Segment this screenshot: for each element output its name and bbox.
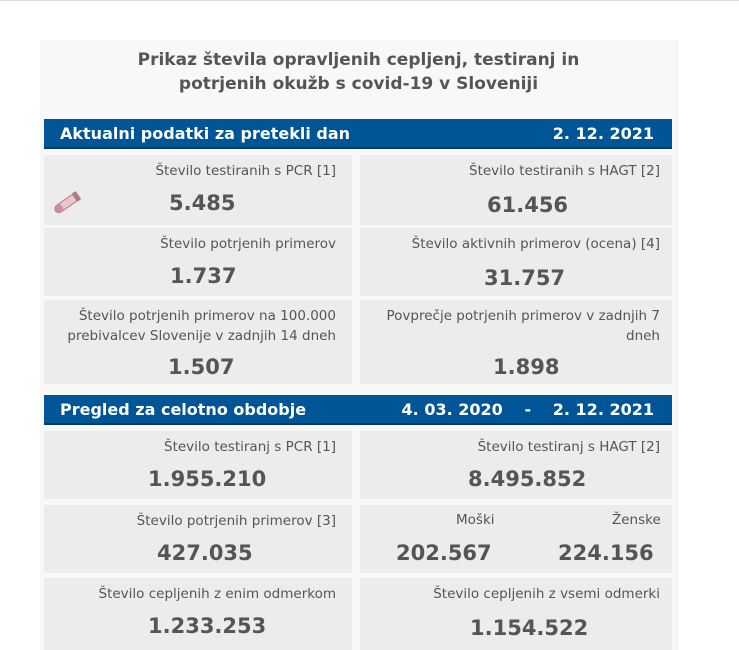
- total-vacc1-value: 1.233.253: [148, 614, 267, 638]
- total-female-value: 224.156: [558, 541, 654, 565]
- total-vacc1-label: Število cepljenih z enim odmerkom: [98, 586, 336, 602]
- daily-active-card: [360, 228, 672, 296]
- total-date-to: 2. 12. 2021: [552, 399, 654, 419]
- daily-hagt-card: [360, 155, 672, 225]
- total-vaccall-label: Število cepljenih z vsemi odmerki: [433, 586, 660, 602]
- daily-avg7-label-1: Povprečje potrjenih primerov v zadnjih 7: [386, 308, 660, 324]
- daily-per100k-label-1: Število potrjenih primerov na 100.000: [78, 308, 336, 324]
- daily-per100k-label-2: prebivalcev Slovenije v zadnjih 14 dneh: [67, 328, 336, 344]
- total-hagt-card: [360, 431, 672, 499]
- total-vaccall-value: 1.154.522: [470, 616, 589, 640]
- daily-hagt-label: Število testiranih s HAGT [2]: [469, 163, 660, 179]
- daily-pcr-value: 5.485: [169, 191, 236, 215]
- total-hagt-label: Število testiranj s HAGT [2]: [477, 439, 660, 455]
- daily-header-date: 2. 12. 2021: [552, 123, 654, 143]
- daily-pcr-label: Število testiranih s PCR [1]: [155, 163, 336, 179]
- total-confirmed-card: [44, 505, 352, 573]
- daily-confirmed-value: 1.737: [170, 264, 237, 288]
- total-date-range: [402, 400, 654, 419]
- total-gender-card: [360, 505, 672, 573]
- top-divider: [0, 0, 739, 1]
- daily-pcr-card: [44, 155, 352, 225]
- test-tube-icon: [50, 188, 84, 222]
- total-male-label: Moški: [456, 512, 495, 528]
- daily-confirmed-label: Število potrjenih primerov: [160, 236, 336, 252]
- total-header-title: Pregled za celotno obdobje: [60, 399, 307, 419]
- total-pcr-value: 1.955.210: [148, 467, 267, 491]
- daily-avg7-card: [360, 300, 672, 384]
- total-vaccall-card: [360, 578, 672, 650]
- daily-confirmed-card: [44, 228, 352, 296]
- daily-avg7-label-2: dneh: [626, 328, 660, 344]
- daily-per100k-card: [44, 300, 352, 384]
- total-date-dash: -: [524, 399, 532, 419]
- page-title: Prikaz števila opravljenih cepljenj, testiranj in potrjenih okužb s covid-19 v Sloveniji: [137, 50, 580, 94]
- total-pcr-card: [44, 431, 352, 499]
- daily-header-bar: [44, 119, 672, 149]
- total-header-bar: [44, 395, 672, 425]
- total-pcr-label: Število testiranj s PCR [1]: [164, 439, 336, 455]
- total-confirmed-label: Število potrjenih primerov [3]: [136, 513, 336, 529]
- total-female-label: Ženske: [612, 512, 661, 528]
- total-hagt-value: 8.495.852: [468, 467, 587, 491]
- daily-active-value: 31.757: [484, 266, 566, 290]
- total-vacc1-card: [44, 578, 352, 650]
- daily-header-title: Aktualni podatki za pretekli dan: [60, 123, 351, 143]
- daily-avg7-value: 1.898: [493, 355, 560, 379]
- total-confirmed-value: 427.035: [157, 541, 253, 565]
- total-male-value: 202.567: [396, 541, 492, 565]
- daily-hagt-value: 61.456: [487, 193, 569, 217]
- daily-active-label: Število aktivnih primerov (ocena) [4]: [411, 236, 660, 252]
- total-date-from: 4. 03. 2020: [401, 399, 503, 419]
- daily-per100k-value: 1.507: [168, 355, 235, 379]
